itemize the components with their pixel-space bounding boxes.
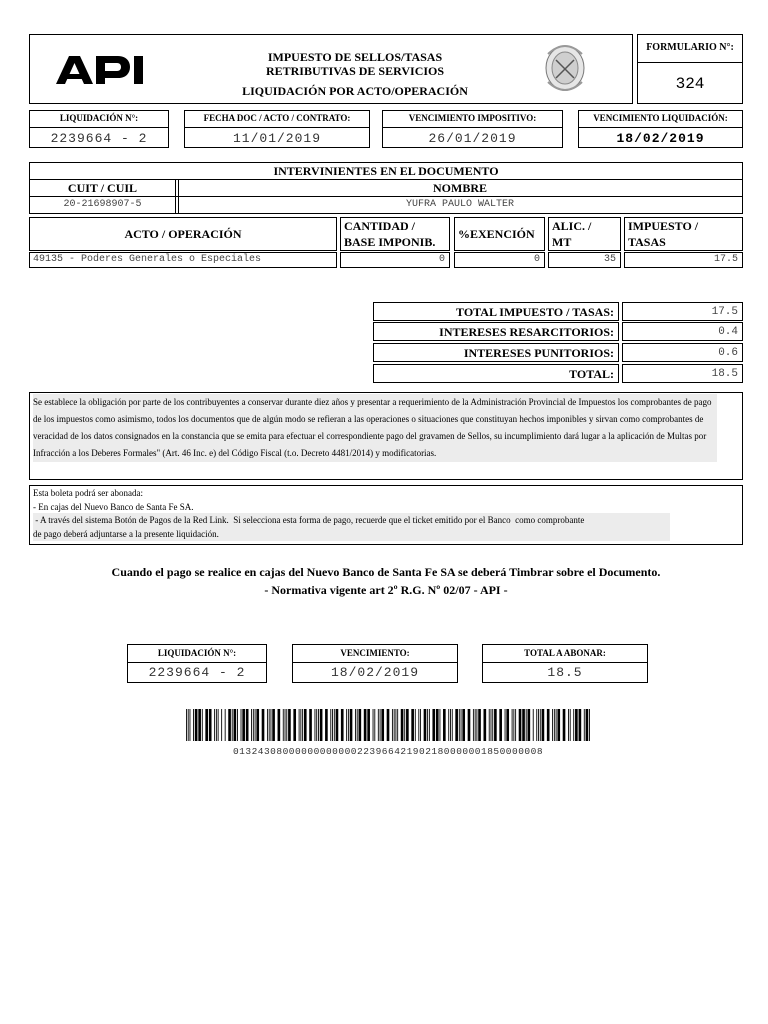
barcode-bar [392, 709, 393, 741]
barcode-bar [221, 709, 222, 741]
barcode-bar [330, 709, 331, 741]
barcode-bar [547, 709, 550, 741]
barcode-bar [506, 709, 509, 741]
header-title-1: IMPUESTO DE SELLOS/TASAS [267, 50, 443, 64]
form-divider [638, 62, 742, 63]
barcode-bar [325, 709, 328, 741]
barcode-bar [309, 709, 312, 741]
legal-text-box [29, 392, 743, 480]
barcode-bar [234, 709, 237, 741]
resarcitorios-value: 0.4 [718, 326, 738, 338]
barcode-bar [568, 709, 569, 741]
barcode-bar [237, 709, 238, 741]
barcode-bar [427, 709, 428, 741]
barcode-bar [315, 709, 316, 741]
intervinientes-box [29, 162, 743, 214]
liquidacion-box [29, 110, 169, 148]
fecha-box [184, 110, 370, 148]
barcode-bar [432, 709, 435, 741]
col-exencion-header: %EXENCIÓN [454, 217, 545, 251]
talon-vencimiento-label: VENCIMIENTO: [340, 648, 410, 658]
total-impuesto-label-box [373, 302, 619, 321]
barcode-bar [513, 709, 514, 741]
barcode-bar [418, 709, 419, 741]
talon-vencimiento-value: 18/02/2019 [330, 665, 419, 680]
barcode-bar [556, 709, 557, 741]
barcode-bar [318, 709, 319, 741]
barcode-bar [267, 709, 268, 741]
barcode-bar [302, 709, 303, 741]
pago-line-4: de pago deberá adjuntarse a la presente liquidación. [33, 527, 670, 541]
col-alic-header: ALIC. / MT [548, 217, 621, 251]
table-row [29, 252, 337, 268]
talon-vencimiento-box [292, 644, 458, 683]
barcode-bar [579, 709, 582, 741]
barcode-bar [320, 709, 323, 741]
barcode-bar [188, 709, 189, 741]
barcode-number: 01324308000000000000223966421902180000001850000008 [232, 746, 544, 757]
barcode-bar [394, 709, 395, 741]
pago-line-2: - En cajas del Nuevo Banco de Santa Fe SA. [33, 502, 194, 512]
barcode-bar [494, 709, 497, 741]
barcode-bar [420, 709, 421, 741]
barcode-bar [380, 709, 381, 741]
barcode-bar [350, 709, 353, 741]
barcode-bar [355, 709, 356, 741]
barcode-bar [251, 709, 252, 741]
barcode-bar [519, 709, 522, 741]
impuesto-value: 17.5 [713, 254, 738, 265]
barcode-bar [253, 709, 254, 741]
barcode-bar [499, 709, 502, 741]
barcode-bar [395, 709, 396, 741]
header-title-2: RETRIBUTIVAS DE SERVICIOS [265, 64, 445, 78]
barcode-bar [225, 709, 226, 741]
barcode-bar [533, 709, 534, 741]
barcode-bar [512, 709, 513, 741]
venc-liquidacion-label: VENCIMIENTO LIQUIDACIÓN: [593, 113, 728, 123]
barcode-bar [216, 709, 217, 741]
total-impuesto-value: 17.5 [711, 306, 738, 318]
timbrar-line-1: Cuando el pago se realice en cajas del Nuevo Banco de Santa Fe SA se deberá Timbrar sobre el Documento. [111, 565, 661, 579]
barcode-bar [484, 709, 487, 741]
talon-liquidacion-label: LIQUIDACIÓN N°: [157, 648, 237, 658]
barcode-bar [348, 709, 349, 741]
barcode-bar [195, 709, 198, 741]
col-acto-header: ACTO / OPERACIÓN [29, 217, 337, 251]
talon-liquidacion-box [127, 644, 267, 683]
barcode-bar [589, 709, 590, 741]
barcode-bar [367, 709, 370, 741]
barcode-bar [269, 709, 270, 741]
header-title-3: LIQUIDACIÓN POR ACTO/OPERACIÓN [242, 84, 468, 98]
barcode-bar [557, 709, 560, 741]
pago-line-3: - A través del sistema Botón de Pagos de la Red Link. Si selecciona esta forma de pago, recuerde que el ticket emitido por el Banco como comprobante [33, 513, 670, 527]
province-seal [540, 38, 590, 100]
col-impuesto-header: IMPUESTO / TASAS [624, 217, 743, 251]
barcode-bar [461, 709, 462, 741]
barcode-bar [286, 709, 287, 741]
barcode-bar [336, 709, 339, 741]
barcode-bar [190, 709, 191, 741]
barcode-bar [424, 709, 427, 741]
barcode-bar [552, 709, 553, 741]
barcode-bar [272, 709, 275, 741]
acto-value: 49135 - Poderes Generales o Especiales [33, 254, 262, 265]
barcode-bar [540, 709, 541, 741]
form-label: FORMULARIO N°: [646, 42, 734, 53]
barcode-bar [299, 709, 300, 741]
barcode-bar [341, 709, 344, 741]
barcode-bar [300, 709, 301, 741]
barcode-bar [256, 709, 259, 741]
barcode-bar [214, 709, 215, 741]
barcode-bar [288, 709, 291, 741]
venc-impositivo-label: VENCIMIENTO IMPOSITIVO: [408, 113, 537, 123]
barcode-bar [285, 709, 286, 741]
legal-text: Se establece la obligación por parte de los contribuyentes a conservar durante diez años y presentar a requerimiento de la Administración Provincial de Impuestos los comprobantes de pago de los impuestos como asimismo, todos los documentos que de algún modo se refieran a las operaciones o situaciones que constituyan hechos imponibles y sirvan como comprobantes de veracidad de los datos consignados en la constancia que se emita para efectuar el correspondiente pago del gravamen de Sellos, su incumplimiento dará lugar a la aplicación de Multas por Infracción a los Deberes Formales" (Art. 46 Inc. e) del Código Fiscal (t.o. Decreto 4481/2014) y modificatorias. [33, 394, 717, 462]
barcode-bar [522, 709, 525, 741]
barcode-bar [468, 709, 471, 741]
api-logo [56, 54, 151, 86]
barcode-bar [381, 709, 384, 741]
liquidacion-value: 2239664 - 2 [50, 131, 148, 146]
barcode-bar [283, 709, 284, 741]
intervinientes-title: INTERVINIENTES EN EL DOCUMENTO [273, 164, 499, 178]
barcode-bar [436, 709, 439, 741]
barcode-bar [404, 709, 405, 741]
barcode-bar [401, 709, 404, 741]
barcode-bar [452, 709, 453, 741]
barcode-bar [443, 709, 446, 741]
barcode-bar [542, 709, 545, 741]
barcode-bar [186, 709, 187, 741]
barcode-bar [316, 709, 317, 741]
barcode-bar [228, 709, 231, 741]
barcode-bar [575, 709, 578, 741]
venc-liquidacion-value: 18/02/2019 [616, 131, 705, 146]
nombre-value: YUFRA PAULO WALTER [405, 199, 515, 210]
barcode-bar [373, 709, 374, 741]
barcode-bar [241, 709, 242, 741]
total-value: 18.5 [711, 368, 738, 380]
barcode-bar [536, 709, 537, 741]
barcode-bar [357, 709, 358, 741]
barcode-bar [278, 709, 281, 741]
barcode-bar [459, 709, 460, 741]
barcode-bar [209, 709, 212, 741]
barcode-bar [387, 709, 390, 741]
barcode-bar [346, 709, 347, 741]
timbrar-line-2: - Normativa vigente art 2º R.G. Nº 02/07 - API - [264, 583, 508, 597]
barcode-bar [528, 709, 531, 741]
barcode-bar [411, 709, 414, 741]
barcode-bar [198, 709, 201, 741]
barcode-bar [491, 709, 492, 741]
barcode-bar [293, 709, 296, 741]
barcode-bar [334, 709, 335, 741]
barcode-bar [455, 709, 458, 741]
barcode-bar [584, 709, 585, 741]
barcode-bar [378, 709, 379, 741]
cuit-header: CUIT / CUIL [67, 181, 138, 195]
punitorios-value: 0.6 [718, 347, 738, 359]
barcode-bar [262, 709, 265, 741]
barcode-bar [374, 709, 375, 741]
nombre-header: NOMBRE [433, 181, 487, 195]
barcode-bar [448, 709, 449, 741]
fecha-value: 11/01/2019 [232, 131, 321, 146]
barcode-bar [478, 709, 481, 741]
barcode-bar [304, 709, 307, 741]
barcode [186, 709, 590, 741]
barcode-bar [476, 709, 477, 741]
barcode-bar [505, 709, 506, 741]
venc-liquidacion-box [578, 110, 743, 148]
barcode-bar [570, 709, 571, 741]
alic-value: 35 [603, 254, 616, 265]
pago-line-1: Esta boleta podrá ser abonada: [33, 488, 143, 498]
barcode-bar [218, 709, 219, 741]
barcode-bar [563, 709, 566, 741]
fecha-label: FECHA DOC / ACTO / CONTRATO: [203, 113, 351, 123]
cuit-value: 20-21698907-5 [63, 199, 142, 210]
barcode-bar [406, 709, 409, 741]
exencion-value: 0 [533, 254, 540, 265]
form-number: 324 [675, 75, 705, 93]
barcode-bar [205, 709, 208, 741]
barcode-bar [202, 709, 203, 741]
total-impuesto-label: TOTAL IMPUESTO / TASAS: [456, 305, 614, 319]
barcode-bar [271, 709, 272, 741]
pago-box [29, 485, 743, 545]
barcode-bar [332, 709, 333, 741]
barcode-bar [450, 709, 451, 741]
barcode-bar [526, 709, 527, 741]
barcode-bar [232, 709, 233, 741]
barcode-bar [193, 709, 194, 741]
barcode-bar [242, 709, 245, 741]
talon-total-value: 18.5 [547, 665, 583, 680]
barcode-bar [439, 709, 440, 741]
barcode-bar [246, 709, 249, 741]
venc-impositivo-box [382, 110, 563, 148]
barcode-bar [397, 709, 398, 741]
form-number-box [637, 34, 743, 104]
talon-liquidacion-value: 2239664 - 2 [148, 665, 246, 680]
barcode-bar [586, 709, 589, 741]
liquidacion-label: LIQUIDACIÓN N°: [59, 113, 139, 123]
barcode-bar [554, 709, 555, 741]
venc-impositivo-value: 26/01/2019 [428, 131, 517, 146]
talon-total-label: TOTAL A ABONAR: [524, 648, 606, 658]
barcode-bar [515, 709, 516, 741]
talon-total-box [482, 644, 648, 683]
barcode-bar [475, 709, 476, 741]
barcode-bar [255, 709, 256, 741]
total-label: TOTAL: [569, 367, 614, 381]
barcode-bar [489, 709, 490, 741]
col-cantidad-header: CANTIDAD / BASE IMPONIB. [340, 217, 450, 251]
barcode-bar [473, 709, 474, 741]
barcode-bar [359, 709, 362, 741]
cantidad-value: 0 [438, 254, 445, 265]
barcode-bar [415, 709, 416, 741]
barcode-bar [462, 709, 465, 741]
barcode-bar [429, 709, 430, 741]
barcode-bar [573, 709, 574, 741]
barcode-bar [364, 709, 367, 741]
resarcitorios-label: INTERESES RESARCITORIOS: [439, 325, 614, 339]
barcode-bar [492, 709, 493, 741]
punitorios-label: INTERESES PUNITORIOS: [463, 346, 614, 360]
barcode-bar [538, 709, 539, 741]
